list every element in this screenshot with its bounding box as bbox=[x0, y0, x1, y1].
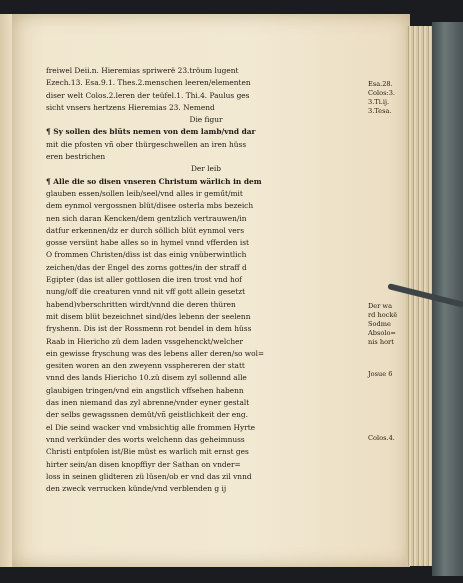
margin-note-line: nis hort bbox=[368, 338, 394, 346]
text-line: eren bestrichen bbox=[46, 152, 106, 162]
margin-note-line: Absolo= bbox=[368, 329, 396, 337]
margin-note-line: Colos.4. bbox=[368, 434, 395, 442]
margin-note-line: Der wa bbox=[368, 302, 393, 310]
text-line: freiwel Deii.n. Hieremias spriwerë 23.tröum lugent bbox=[46, 66, 239, 75]
main-text-block bbox=[46, 65, 366, 495]
margin-note-colos bbox=[368, 434, 395, 443]
text-line: der selbs gewagssnen demüt/vñ geistlichkeit der eng. bbox=[46, 410, 248, 420]
text-line: datfur erkennen/dz er durch söllich blüt eynmol vers bbox=[46, 225, 244, 235]
text-line: hirter sein/an disen knopffiyr der Sathan on vnder= bbox=[46, 459, 241, 469]
margin-note-line: Colos:3. bbox=[368, 89, 395, 97]
text-line: mit die pfosten vñ ober thürgeschwellen an iren hüss bbox=[46, 139, 247, 149]
text-line: nen sich daran Kencken/dem gentzlich vertrauwen/in bbox=[46, 213, 247, 223]
text-line: glauben essen/sollen leib/seel/vnd alles ir geműt/mit bbox=[46, 188, 243, 198]
margin-note-line: Sodme bbox=[368, 320, 391, 328]
text-line: mit disem blüt bezeichnet sind/des lebenn der seelenn bbox=[46, 311, 251, 321]
text-line: O frommen Christen/diss ist das einig vnüberwintlich bbox=[46, 250, 247, 260]
section-heading-body: Der leib bbox=[190, 164, 221, 174]
margin-note-line: Esa.28. bbox=[368, 80, 393, 88]
text-line: Ezech.13. Esa.9.1. Thes.2.menschen leeren/elementen bbox=[46, 78, 251, 88]
text-line: diser welt Colos.2.leren der teüfel.1. Thi.4. Paulus ges bbox=[46, 90, 250, 100]
text-line: ¶ Sy sollen des blüts nemen von dem lamb/vnd dar bbox=[46, 127, 256, 137]
text-line: das inen niemand das zyl abrenne/vnder eyner gestalt bbox=[46, 398, 250, 408]
section-heading-figure: Die figur bbox=[189, 115, 223, 125]
text-line: dem eynmol vergossnen blüt/disee osterla mbs bezeich bbox=[46, 201, 254, 211]
margin-note-gloss bbox=[368, 302, 397, 347]
margin-note-line: 3.Tesa. bbox=[368, 107, 392, 115]
text-line: glaubigen tringen/vnd ein angstlich vffsehen habenn bbox=[46, 385, 244, 395]
margin-note-refs bbox=[368, 80, 395, 116]
text-line: Egipter (das ist aller gottlosen die iren trost vnd hof bbox=[46, 275, 242, 285]
text-line: vnnd des lands Hiericho 10.zü disem zyl sollennd alle bbox=[46, 373, 247, 383]
margin-note-line: Josue 6 bbox=[368, 370, 393, 378]
text-line: habend)vberschritten wirdt/vnnd die deren thüren bbox=[46, 299, 236, 309]
text-line: fryshenn. Dis ist der Rossmenn rot bendel in dem hüss bbox=[46, 324, 252, 334]
text-line: el Die seind wacker vnd vmbsichtig alle frommen Hyrte bbox=[46, 422, 256, 432]
text-line: loss in seinen glidteren zü lüsen/ob er vnd das zil vnnd bbox=[46, 471, 252, 481]
text-line: gosse versünt habe alles so in hymel vnnd vfferden ist bbox=[46, 238, 250, 248]
text-line: sicht vnsers hertzens Hieremias 23. Nemend bbox=[46, 102, 215, 112]
text-line: ein gewisse fryschung was des lebens aller deren/so wol= bbox=[46, 348, 265, 358]
text-line: gesiten woren an den zweyenn vssphereren der statt bbox=[46, 361, 245, 371]
margin-note-josue bbox=[368, 370, 392, 379]
margin-note-line: 3.Ti.ij. bbox=[368, 98, 390, 106]
text-line: Raab in Hiericho zü dem laden vssgehenckt/welcher bbox=[46, 336, 244, 346]
text-line: zeichen/das der Engel des zorns gottes/in der straff d bbox=[46, 262, 247, 272]
text-line: vnnd verkünder des worts welchenn das geheimnuss bbox=[46, 434, 245, 444]
text-line: Christi entpfolen ist/Bie müst es warlich mit ernst ges bbox=[46, 447, 249, 457]
text-line: ¶ Alle die so disen vnseren Christum wärlich in dem bbox=[46, 176, 262, 186]
margin-note-line: rd hockë bbox=[368, 311, 398, 319]
text-line: nung/off die creaturen vnnd nit vff gott allein gesetzt bbox=[46, 287, 246, 297]
text-line: den zweck verrucken künde/vnd verblenden g ij bbox=[46, 484, 227, 494]
